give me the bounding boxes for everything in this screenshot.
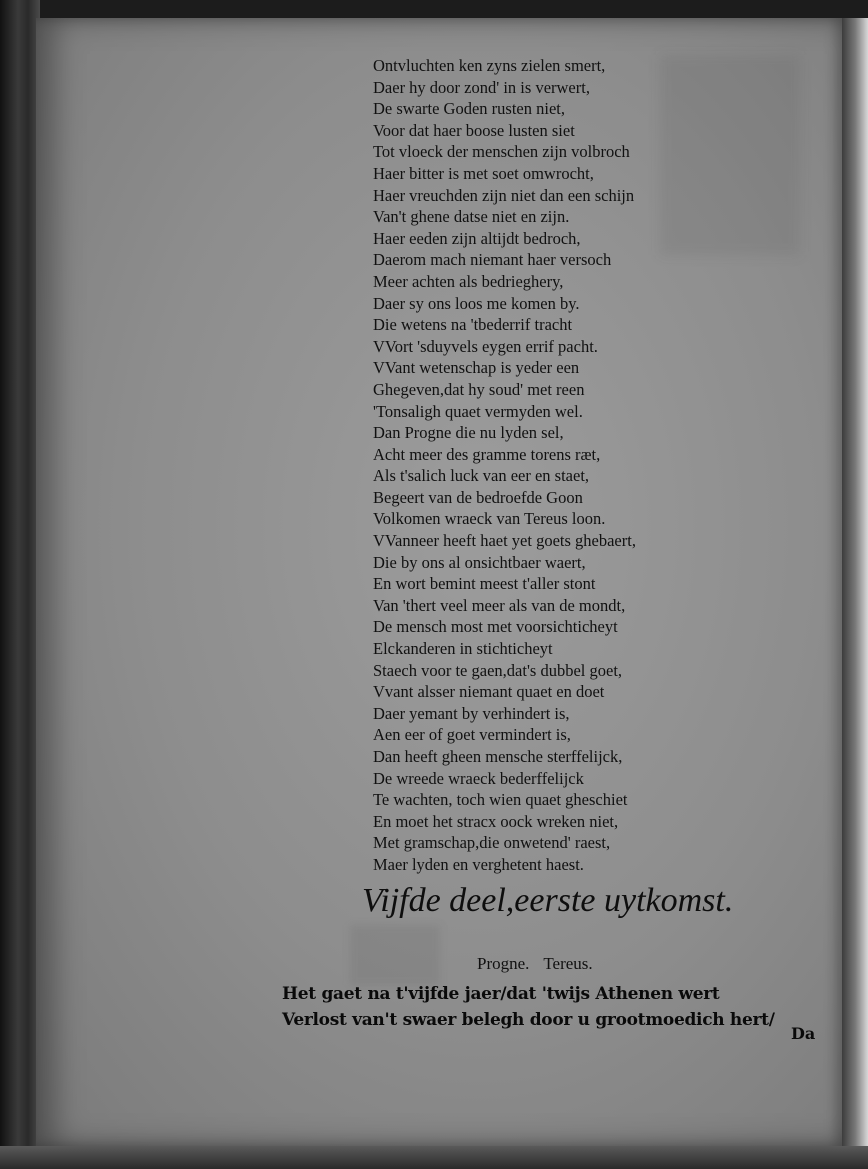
poem-line: Als t'salich luck van eer en staet, — [373, 466, 590, 486]
poem-line: Vvant alsser niemant quaet en doet — [373, 682, 605, 702]
speaker-names: Progne. Tereus. — [477, 954, 593, 973]
book-binding — [0, 0, 40, 1169]
poem-line: En wort bemint meest t'aller stont — [373, 574, 596, 594]
poem-line: Voor dat haer boose lusten siet — [373, 120, 575, 140]
poem-line: Haer bitter is met soet omwrocht, — [373, 163, 594, 183]
poem-line: Begeert van de bedroefde Goon — [373, 487, 583, 507]
poem-line: De mensch most met voorsichticheyt — [373, 617, 618, 637]
poem-line: Die wetens na 'tbederrif tracht — [373, 315, 573, 335]
poem-line: Haer vreuchden zijn niet dan een schijn — [373, 185, 635, 205]
poem-line: Dan heeft gheen mensche sterffelijck, — [373, 747, 623, 766]
section-heading: Vijfde deel,eerste uytkomst. — [362, 882, 734, 919]
poem-line: Met gramschap,die onwetend' raest, — [373, 833, 611, 853]
page-edge — [842, 18, 868, 1146]
poem-line: Van 'thert veel meer als van de mondt, — [373, 595, 626, 615]
poem-line: Dan Progne die nu lyden sel, — [373, 423, 564, 443]
poem-line: Volkomen wraeck van Tereus loon. — [373, 509, 606, 529]
blackletter-line: Verlost van't swaer belegh door u grootmoedich hert/ — [282, 1010, 775, 1030]
catchword: Da — [791, 1024, 816, 1043]
page-bottom-shadow — [0, 1146, 868, 1169]
poem-line: VVort 'sduyvels eygen errif pacht. — [373, 336, 598, 356]
poem-line: De swarte Goden rusten niet, — [373, 99, 565, 119]
poem-line: Daer yemant by verhindert is, — [373, 703, 570, 723]
poem-text — [373, 55, 773, 876]
poem-line: VVanneer heeft haet yet goets ghebaert, — [373, 531, 636, 551]
poem-line: Daer hy door zond' in is verwert, — [373, 77, 590, 97]
poem-line: 'Tonsaligh quaet vermyden wel. — [373, 401, 583, 421]
poem-line: Meer achten als bedrieghery, — [373, 271, 564, 291]
poem-line: Maer lyden en verghetent haest. — [373, 854, 584, 874]
poem-line: Daer sy ons loos me komen by. — [373, 293, 580, 313]
ink-bleed-through — [350, 925, 440, 985]
poem-line: De wreede wraeck bederffelijck — [373, 768, 584, 788]
poem-line: Haer eeden zijn altijdt bedroch, — [373, 228, 581, 248]
poem-line: Staech voor te gaen,dat's dubbel goet, — [373, 660, 623, 680]
blackletter-line: Het gaet na t'vijfde jaer/dat 'twijs Athenen wert — [282, 984, 720, 1004]
poem-line: Ontvluchten ken zyns zielen smert, — [373, 56, 606, 75]
poem-line: Ghegeven,dat hy soud' met reen — [373, 379, 585, 399]
poem-line: Die by ons al onsichtbaer waert, — [373, 552, 586, 572]
poem-line: Te wachten, toch wien quaet gheschiet — [373, 790, 628, 810]
poem-line: Daerom mach niemant haer versoch — [373, 250, 612, 270]
poem-line: Van't ghene datse niet en zijn. — [373, 207, 570, 227]
poem-line: En moet het stracx oock wreken niet, — [373, 811, 619, 831]
poem-line: Aen eer of goet vermindert is, — [373, 725, 571, 745]
poem-line: VVant wetenschap is yeder een — [373, 358, 580, 378]
poem-line: Acht meer des gramme torens ræt, — [373, 444, 601, 464]
poem-line: Tot vloeck der menschen zijn volbroch — [373, 142, 630, 162]
poem-line: Elckanderen in stichticheyt — [373, 639, 553, 659]
